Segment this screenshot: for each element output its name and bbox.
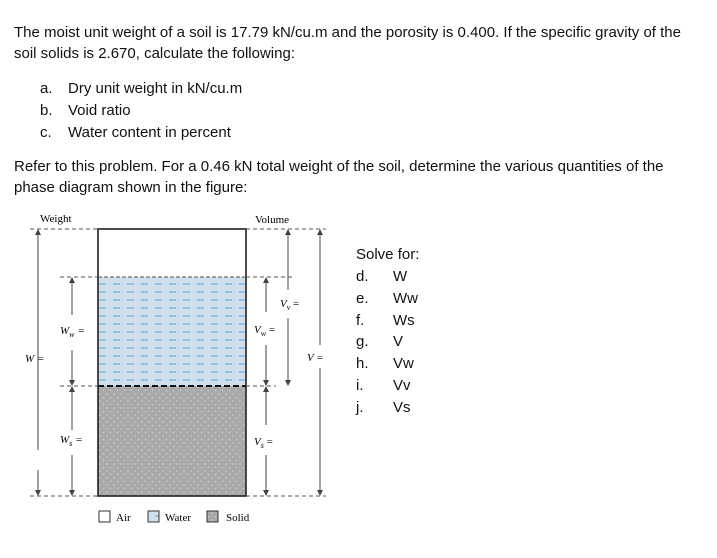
item-letter: d. [356, 268, 369, 285]
legend-solid-swatch [207, 511, 218, 522]
label-Ws: $W_s$ = [60, 434, 83, 448]
item-letter: b. [40, 102, 53, 119]
solid-phase [98, 386, 246, 496]
item-text: Vw [393, 355, 414, 373]
item-letter: c. [40, 124, 52, 141]
item-text: Vs [393, 398, 411, 416]
label-Vw: $V_w$ = [254, 324, 276, 338]
item-text: W [393, 268, 408, 285]
problem-intro: The moist unit weight of a soil is 17.79 kN/cu.m and the porosity is 0.400. If the specific gravity of the soil solids is 2.670, calculate the following: [14, 24, 681, 62]
item-letter: h. [356, 355, 369, 373]
list-item [356, 353, 419, 375]
item-letter: j. [356, 398, 364, 416]
item-text: Water content in percent [68, 124, 231, 141]
list-item [356, 331, 419, 353]
legend-water-label: Water [165, 512, 191, 524]
list-item [40, 78, 242, 100]
item-text: Ws [393, 311, 415, 329]
item-letter: a. [40, 80, 53, 97]
list-item [356, 310, 419, 332]
label-Vv: $V_v$ = [280, 298, 300, 312]
phase-diagram [0, 205, 345, 535]
list-item [356, 375, 419, 397]
list-item [356, 288, 419, 310]
legend-solid-label: Solid [226, 512, 250, 524]
label-Ww: $W_w$ = [60, 325, 85, 339]
item-text: Vv [393, 376, 411, 394]
volume-header: Volume [255, 214, 290, 226]
water-phase [98, 277, 246, 386]
weight-header: Weight [40, 213, 72, 225]
label-V: V = [307, 352, 324, 364]
solve-for-list [356, 244, 419, 419]
item-letter: f. [356, 311, 365, 329]
legend-water-swatch [148, 511, 159, 522]
problem-followup: Refer to this problem. For a 0.46 kN total weight of the soil, determine the various quantities of the phase diagram shown in the figure: [14, 158, 664, 196]
legend-air-swatch [99, 511, 110, 522]
item-letter: i. [356, 376, 364, 394]
list-item [356, 266, 419, 288]
list-item [356, 397, 419, 419]
solve-title: Solve for: [356, 246, 420, 263]
legend-air-label: Air [116, 512, 131, 524]
label-W: W = [25, 353, 45, 365]
item-letter: g. [356, 333, 369, 351]
label-Vs: $V_s$ = [254, 436, 274, 450]
item-letter: e. [356, 289, 369, 307]
legend [99, 511, 250, 524]
question-list [40, 78, 242, 144]
list-item [40, 100, 242, 122]
item-text: Ww [393, 289, 418, 307]
air-phase [98, 229, 246, 277]
item-text: Void ratio [68, 102, 131, 119]
item-text: V [393, 333, 404, 351]
item-text: Dry unit weight in kN/cu.m [68, 80, 243, 97]
list-item [40, 122, 242, 144]
